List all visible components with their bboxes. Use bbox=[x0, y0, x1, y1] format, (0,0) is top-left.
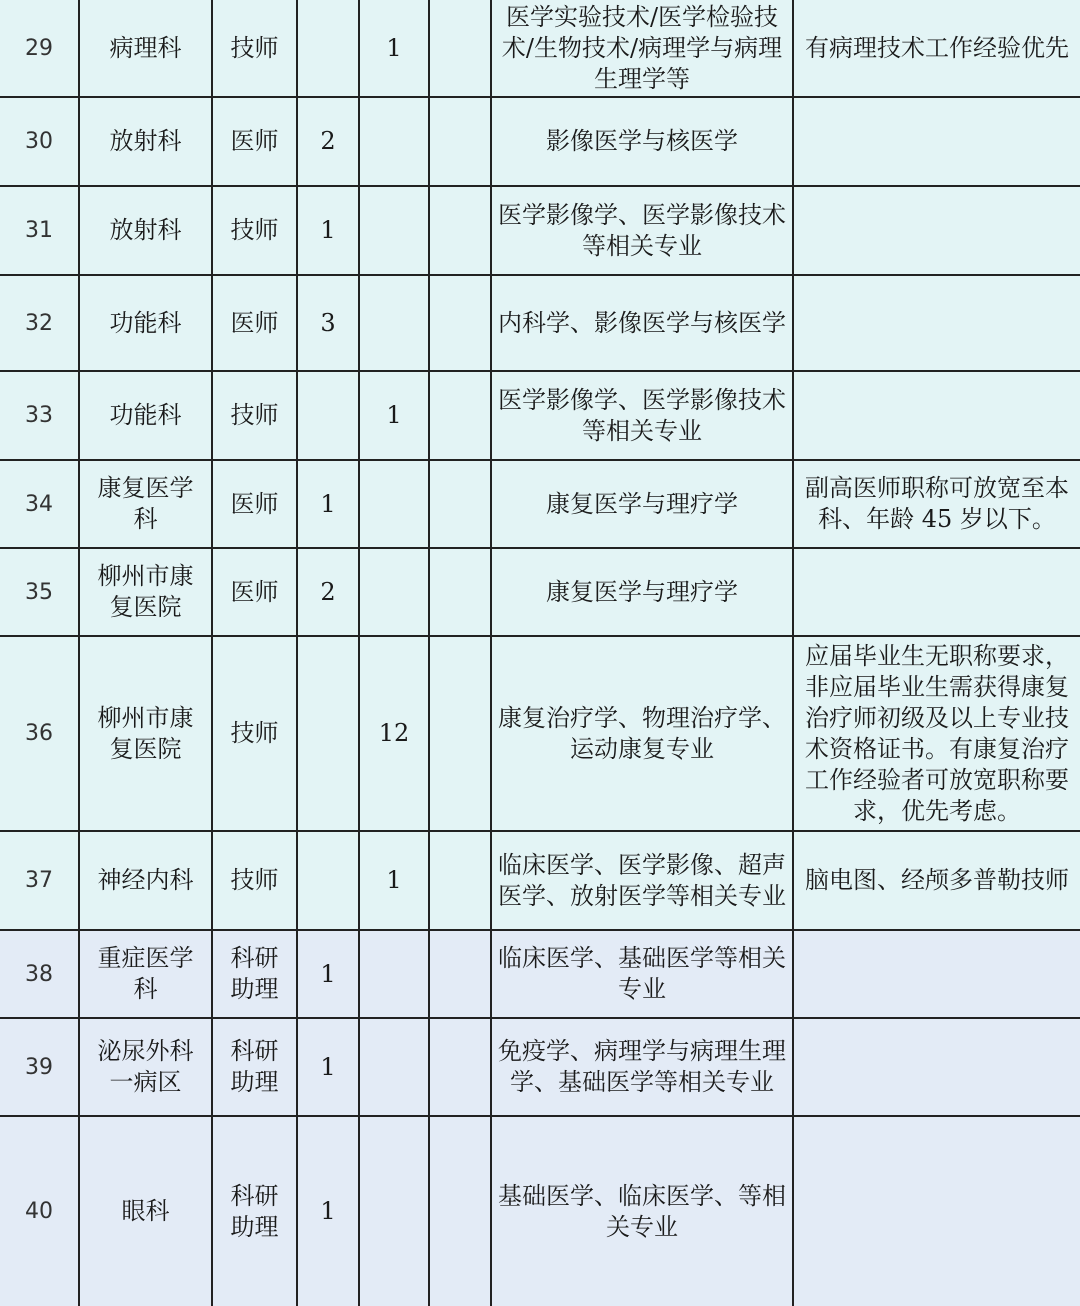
remarks-cell bbox=[793, 930, 1080, 1018]
major-requirement-cell: 基础医学、临床医学、等相关专业 bbox=[491, 1116, 793, 1306]
count-b-cell bbox=[359, 186, 429, 275]
count-b-cell bbox=[359, 930, 429, 1018]
post-type-cell: 技师 bbox=[212, 636, 297, 831]
count-c-cell bbox=[429, 831, 491, 930]
department-cell: 眼科 bbox=[79, 1116, 212, 1306]
post-type-cell: 技师 bbox=[212, 371, 297, 460]
major-requirement-cell: 康复医学与理疗学 bbox=[491, 548, 793, 636]
department-cell: 柳州市康复医院 bbox=[79, 636, 212, 831]
major-requirement-cell: 康复治疗学、物理治疗学、运动康复专业 bbox=[491, 636, 793, 831]
row-number-cell: 33 bbox=[0, 371, 79, 460]
major-requirement-cell: 影像医学与核医学 bbox=[491, 97, 793, 186]
count-c-cell bbox=[429, 371, 491, 460]
count-b-cell: 12 bbox=[359, 636, 429, 831]
count-a-cell: 3 bbox=[297, 275, 359, 371]
count-b-cell bbox=[359, 460, 429, 548]
row-number-cell: 30 bbox=[0, 97, 79, 186]
remarks-cell bbox=[793, 1116, 1080, 1306]
post-type-cell: 医师 bbox=[212, 275, 297, 371]
count-b-cell bbox=[359, 1116, 429, 1306]
remarks-cell bbox=[793, 548, 1080, 636]
row-number-cell: 35 bbox=[0, 548, 79, 636]
post-type-cell: 医师 bbox=[212, 460, 297, 548]
row-number-cell: 40 bbox=[0, 1116, 79, 1306]
major-requirement-cell: 临床医学、基础医学等相关专业 bbox=[491, 930, 793, 1018]
count-c-cell bbox=[429, 186, 491, 275]
department-cell: 神经内科 bbox=[79, 831, 212, 930]
table-row bbox=[0, 371, 1080, 460]
count-a-cell: 1 bbox=[297, 460, 359, 548]
count-b-cell bbox=[359, 97, 429, 186]
table-row bbox=[0, 548, 1080, 636]
department-cell: 柳州市康复医院 bbox=[79, 548, 212, 636]
department-cell: 病理科 bbox=[79, 0, 212, 97]
remarks-cell bbox=[793, 275, 1080, 371]
department-cell: 康复医学科 bbox=[79, 460, 212, 548]
table-row bbox=[0, 831, 1080, 930]
count-a-cell: 2 bbox=[297, 97, 359, 186]
department-cell: 放射科 bbox=[79, 97, 212, 186]
count-a-cell bbox=[297, 636, 359, 831]
table-row bbox=[0, 275, 1080, 371]
remarks-cell bbox=[793, 371, 1080, 460]
major-requirement-cell: 临床医学、医学影像、超声医学、放射医学等相关专业 bbox=[491, 831, 793, 930]
count-b-cell: 1 bbox=[359, 0, 429, 97]
table-row bbox=[0, 930, 1080, 1018]
remarks-cell bbox=[793, 97, 1080, 186]
post-type-cell: 技师 bbox=[212, 186, 297, 275]
table-row bbox=[0, 636, 1080, 831]
count-c-cell bbox=[429, 636, 491, 831]
row-number-cell: 37 bbox=[0, 831, 79, 930]
row-number-cell: 38 bbox=[0, 930, 79, 1018]
count-a-cell bbox=[297, 0, 359, 97]
row-number-cell: 39 bbox=[0, 1018, 79, 1116]
count-a-cell bbox=[297, 831, 359, 930]
row-number-cell: 32 bbox=[0, 275, 79, 371]
count-b-cell bbox=[359, 275, 429, 371]
count-a-cell: 1 bbox=[297, 1018, 359, 1116]
count-a-cell: 2 bbox=[297, 548, 359, 636]
post-type-cell: 科研助理 bbox=[212, 1018, 297, 1116]
count-c-cell bbox=[429, 548, 491, 636]
remarks-cell: 应届毕业生无职称要求，非应届毕业生需获得康复治疗师初级及以上专业技术资格证书。有康复治疗工作经验者可放宽职称要求，优先考虑。 bbox=[793, 636, 1080, 831]
major-requirement-cell: 康复医学与理疗学 bbox=[491, 460, 793, 548]
major-requirement-cell: 免疫学、病理学与病理生理学、基础医学等相关专业 bbox=[491, 1018, 793, 1116]
count-b-cell: 1 bbox=[359, 371, 429, 460]
department-cell: 功能科 bbox=[79, 275, 212, 371]
post-type-cell: 科研助理 bbox=[212, 1116, 297, 1306]
count-a-cell: 1 bbox=[297, 186, 359, 275]
row-number-cell: 36 bbox=[0, 636, 79, 831]
count-a-cell: 1 bbox=[297, 1116, 359, 1306]
count-c-cell bbox=[429, 1018, 491, 1116]
table-row bbox=[0, 186, 1080, 275]
count-c-cell bbox=[429, 0, 491, 97]
department-cell: 功能科 bbox=[79, 371, 212, 460]
remarks-cell: 有病理技术工作经验优先 bbox=[793, 0, 1080, 97]
row-number-cell: 29 bbox=[0, 0, 79, 97]
count-b-cell bbox=[359, 1018, 429, 1116]
post-type-cell: 医师 bbox=[212, 548, 297, 636]
table-row bbox=[0, 97, 1080, 186]
remarks-cell: 脑电图、经颅多普勒技师 bbox=[793, 831, 1080, 930]
department-cell: 重症医学科 bbox=[79, 930, 212, 1018]
post-type-cell: 技师 bbox=[212, 831, 297, 930]
count-b-cell bbox=[359, 548, 429, 636]
count-a-cell bbox=[297, 371, 359, 460]
major-requirement-cell: 医学实验技术/医学检验技术/生物技术/病理学与病理生理学等 bbox=[491, 0, 793, 97]
major-requirement-cell: 医学影像学、医学影像技术等相关专业 bbox=[491, 371, 793, 460]
table-row bbox=[0, 1018, 1080, 1116]
count-c-cell bbox=[429, 930, 491, 1018]
table-row bbox=[0, 0, 1080, 97]
count-c-cell bbox=[429, 460, 491, 548]
remarks-cell bbox=[793, 1018, 1080, 1116]
department-cell: 泌尿外科一病区 bbox=[79, 1018, 212, 1116]
count-c-cell bbox=[429, 275, 491, 371]
major-requirement-cell: 医学影像学、医学影像技术等相关专业 bbox=[491, 186, 793, 275]
remarks-cell bbox=[793, 186, 1080, 275]
major-requirement-cell: 内科学、影像医学与核医学 bbox=[491, 275, 793, 371]
row-number-cell: 31 bbox=[0, 186, 79, 275]
post-type-cell: 科研助理 bbox=[212, 930, 297, 1018]
row-number-cell: 34 bbox=[0, 460, 79, 548]
count-c-cell bbox=[429, 1116, 491, 1306]
count-b-cell: 1 bbox=[359, 831, 429, 930]
post-type-cell: 技师 bbox=[212, 0, 297, 97]
remarks-cell: 副高医师职称可放宽至本科、年龄 45 岁以下。 bbox=[793, 460, 1080, 548]
count-c-cell bbox=[429, 97, 491, 186]
count-a-cell: 1 bbox=[297, 930, 359, 1018]
post-type-cell: 医师 bbox=[212, 97, 297, 186]
table-row bbox=[0, 1116, 1080, 1306]
table-row bbox=[0, 460, 1080, 548]
department-cell: 放射科 bbox=[79, 186, 212, 275]
